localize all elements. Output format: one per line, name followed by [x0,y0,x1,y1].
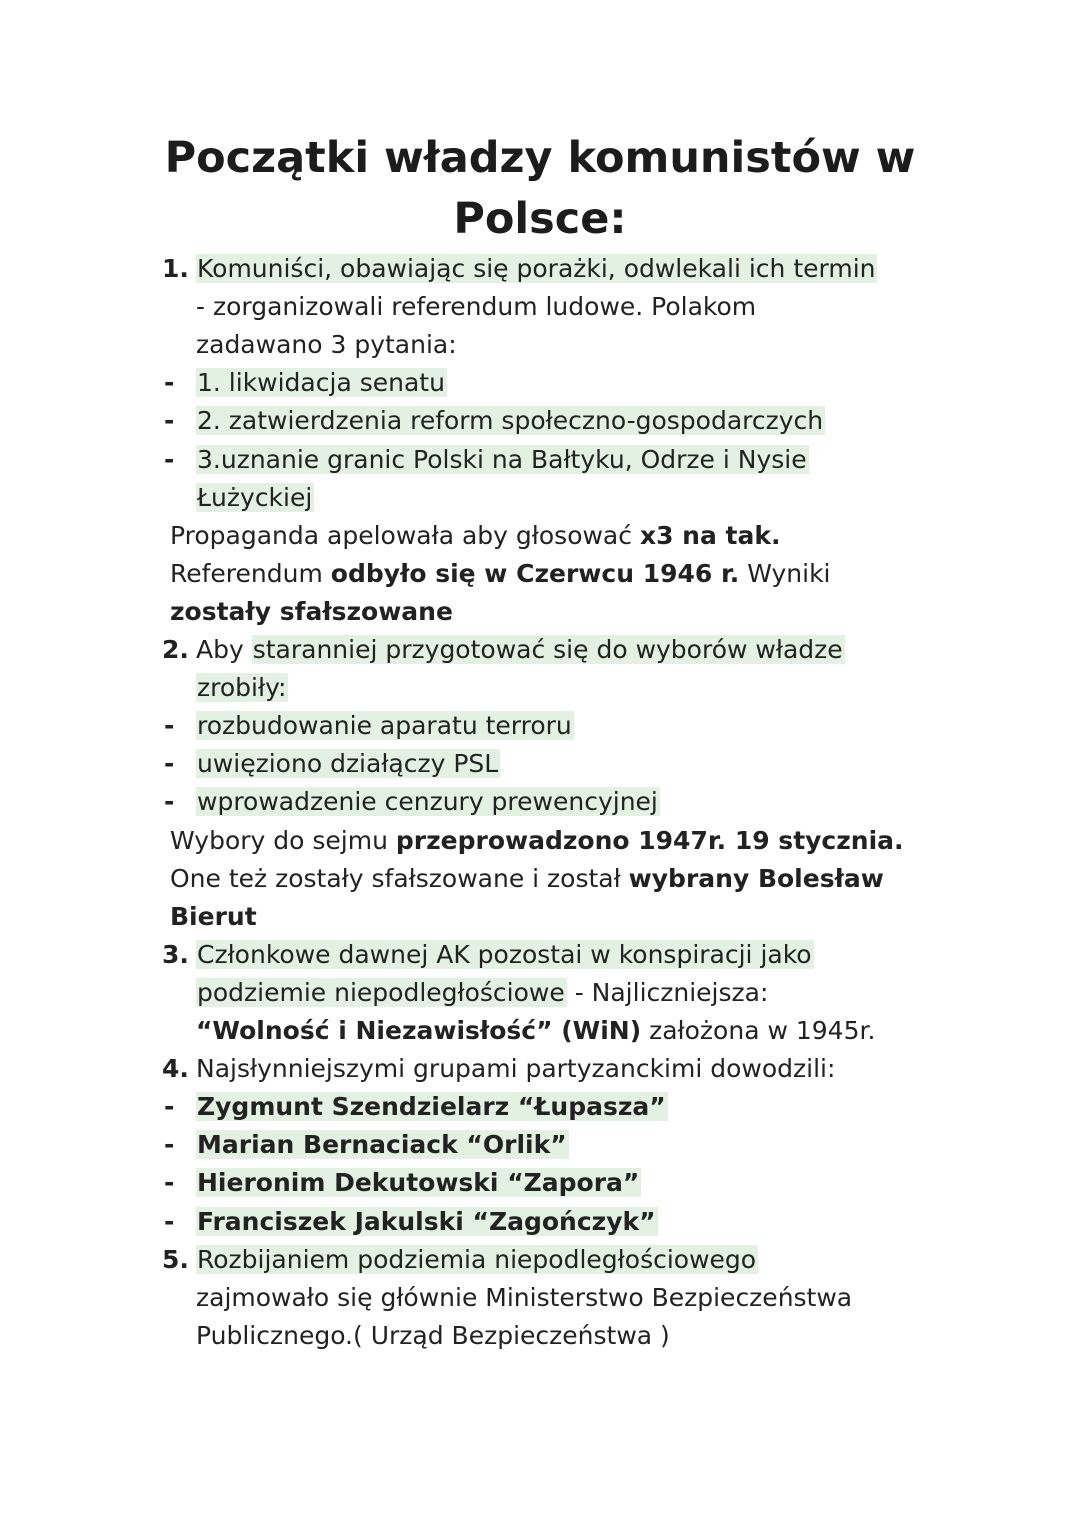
text-segment: odbyło się w Czerwcu 1946 r. [330,559,740,588]
text-segment: Wybory do sejmu [170,826,396,855]
text-line [196,364,447,402]
highlighted-text: zrobiły: [197,673,287,702]
text-segment: - Najliczniejsza: [566,978,769,1007]
text-segment: zajmowało się głównie Ministerstwo Bezpieczeństwa [196,1283,853,1312]
list-number: 1. [162,254,189,283]
highlighted-text: Rozbijaniem podziemia niepodległościowego [197,1245,757,1274]
text-segment: Referendum [170,559,331,588]
text-line [196,783,660,821]
text-line [196,288,756,326]
highlighted-text: 1. likwidacja senatu [197,368,445,397]
highlighted-text: Franciszek Jakulski “Zagończyk” [197,1207,656,1236]
highlighted-text: Komuniści, obawiając się porażki, odwlekali ich termin [197,254,876,283]
highlighted-text: Zygmunt Szendzielarz “Łupasza” [197,1092,666,1121]
bullet-dash: - [164,749,175,778]
text-segment: One też zostały sfałszowane i został [170,864,629,893]
text-segment: Wyniki [739,559,831,588]
text-line [196,1164,641,1202]
highlighted-text: rozbudowanie aparatu terroru [197,711,572,740]
highlighted-text: podziemie niepodległościowe [197,978,565,1007]
text-segment: zadawano 3 pytania: [196,330,457,359]
text-line [196,250,877,288]
text-line [196,745,500,783]
list-number: 3. [162,940,189,969]
text-line [170,860,884,898]
list-number: 2. [162,635,189,664]
bullet-dash: - [164,1168,175,1197]
text-line [196,1126,569,1164]
text-line [196,1012,875,1050]
list-number: 5. [162,1245,189,1274]
text-line [196,631,845,669]
text-line [196,1088,668,1126]
text-segment: x3 na tak. [639,521,781,550]
text-line [170,898,257,936]
highlighted-text: Łużyckiej [197,483,313,512]
text-segment: Aby [196,635,252,664]
text-segment: “Wolność i Niezawisłość” (WiN) [196,1016,642,1045]
text-segment: przeprowadzono 1947r. 19 stycznia. [395,826,904,855]
bullet-dash: - [164,1092,175,1121]
highlighted-text: Członkowe dawnej AK pozostai w konspiracji jako [197,940,812,969]
text-line [196,1317,670,1355]
bullet-dash: - [164,787,175,816]
text-line [196,936,814,974]
highlighted-text: Marian Bernaciack “Orlik” [197,1130,567,1159]
text-segment: Propaganda apelowała aby głosować [170,521,640,550]
text-line [170,822,904,860]
text-line [196,1279,852,1317]
highlighted-text: wprowadzenie cenzury prewencyjnej [197,787,658,816]
bullet-dash: - [164,711,175,740]
highlighted-text: 2. zatwierdzenia reform społeczno-gospodarczych [197,406,824,435]
title-line: Początki władzy komunistów w [164,133,916,183]
bullet-dash: - [164,368,175,397]
highlighted-text: 3.uznanie granic Polski na Bałtyku, Odrze i Nysie [197,445,807,474]
text-line [196,1203,658,1241]
highlighted-text: staranniej przygotować się do wyborów władze [252,635,843,664]
bullet-dash: - [164,445,175,474]
text-segment: zostały sfałszowane [170,597,453,626]
list-number: 4. [162,1054,189,1083]
text-line [196,402,825,440]
text-line [170,555,831,593]
text-segment: Bierut [170,902,257,931]
text-line [170,517,781,555]
text-line [196,707,574,745]
text-line [196,479,314,517]
text-line [196,441,809,479]
text-line [196,326,457,364]
title-line: Polsce: [453,194,627,244]
text-line [196,1241,758,1279]
highlighted-text: Hieronim Dekutowski “Zapora” [197,1168,640,1197]
text-segment: Najsłynniejszymi grupami partyzanckimi dowodzili: [196,1054,836,1083]
bullet-dash: - [164,406,175,435]
text-segment: - zorganizowali referendum ludowe. Polakom [196,292,757,321]
text-line [196,974,768,1012]
text-line [196,669,288,707]
bullet-dash: - [164,1207,175,1236]
bullet-dash: - [164,1130,175,1159]
text-line [170,593,453,631]
highlighted-text: uwięziono działączy PSL [197,749,499,778]
text-segment: wybrany Bolesław [628,864,884,893]
text-segment: założona w 1945r. [641,1016,876,1045]
text-segment: Publicznego.( Urząd Bezpieczeństwa ) [196,1321,670,1350]
text-line [196,1050,835,1088]
page-title [0,128,1080,250]
